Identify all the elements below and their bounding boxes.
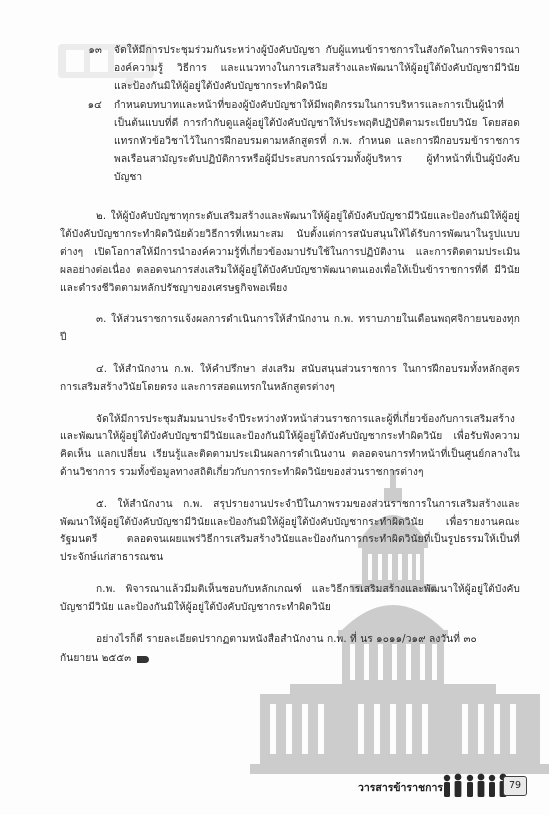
item-text: จัดให้มีการประชุมร่วมกันระหว่างผู้บังคับบัญชา กับผู้แทนข้าราชการในสังกัดในการพิจารณาองค์ความรู้ วิธีการ และแนวทางในการเสริมสร้างและพัฒนาให้ผู้อยู่ใต้บังคับบัญชามีวินัย และป้องกันมิให้ผู้อยู่ใต้บังคับบัญชากระทำผิดวินัย xyxy=(114,45,520,92)
reference-date: กันยายน ๒๕๕๓ xyxy=(60,653,132,665)
reference-date-line xyxy=(60,650,520,668)
people-silhouettes-icon xyxy=(441,773,511,799)
item-text: กำหนดบทบาทและหน้าที่ของผู้บังคับบัญชาให้มีพฤติกรรมในการบริหารและการเป็นผู้นำที่เป็นต้นแบบที่ดี การกำกับดูแลผู้อยู่ใต้บังคับบัญชาให้ประพฤติปฏิบัติตามระเบียบวินัย โดยสอดแทรกหัวข้อวิชาไว้ในการฝึกอบรมตามหลักสูตรที่ ก.พ. กำหนด และการฝึกอบรมข้าราชการพลเรือนสามัญระดับปฏิบัติการหรือผู้มีประสบการณ์รวมทั้งผู้บริหาร ผู้ทำหน้าที่เป็นผู้บังคับบัญชา xyxy=(114,100,520,183)
paragraph-2: ๒. ให้ผู้บังคับบัญชาทุกระดับเสริมสร้างและพัฒนาให้ผู้อยู่ใต้บังคับบัญชามีวินัยและป้องกันมิให้ผู้อยู่ใต้บังคับบัญชากระทำผิดวินัยด้วยวิธีการที่เหมาะสม นับตั้งแต่การสนับสนุนให้ได้รับการพัฒนาในรูปแบบต่างๆ เปิดโอกาสให้มีการนำองค์ความรู้ที่เกี่ยวข้องมาปรับใช้ในการปฏิบัติงาน และการติดตามประเมินผลอย่างต่อเนื่อง ตลอดจนการส่งเสริมให้ผู้อยู่ใต้บังคับบัญชาพัฒนาตนเองเพื่อให้เป็นข้าราชการที่ดี มีวินัย และดำรงชีวิตตามหลักปรัชญาของเศรษฐกิจพอเพียง xyxy=(60,211,520,294)
item-number: ๑๓ xyxy=(88,45,102,56)
page-number: 79 xyxy=(503,776,527,796)
paragraph-resolution: ก.พ. พิจารณาแล้วมีมติเห็นชอบกับหลักเกณฑ์ และวิธีการเสริมสร้างและพัฒนาให้ผู้อยู่ใต้บังคับบัญชามีวินัย และป้องกันมิให้ผู้อยู่ใต้บังคับบัญชากระทำผิดวินัย xyxy=(60,583,520,613)
paragraph-seminar: จัดให้มีการประชุมสัมมนาประจำปีระหว่างหัวหน้าส่วนราชการและผู้ที่เกี่ยวข้องกับการเสริมสร้างและพัฒนาให้ผู้อยู่ใต้บังคับบัญชามีวินัยและป้องกันมิให้ผู้อยู่ใต้บังคับบัญชากระทำผิดวินัย เพื่อรับฟังความคิดเห็น แลกเปลี่ยน เรียนรู้และติดตามประเมินผลการดำเนินงาน ตลอดจนการทำหน้าที่เป็นศูนย์กลางในด้านวิชาการ รวมทั้งข้อมูลทางสถิติเกี่ยวกับการกระทำผิดวินัยของส่วนราชการต่างๆ xyxy=(60,413,520,478)
journal-name: วารสารข้าราชการ xyxy=(357,782,443,794)
list-item-14 xyxy=(60,97,520,186)
paragraph-reference: อย่างไรก็ดี รายละเอียดปรากฏตามหนังสือสำนักงาน ก.พ. ที่ นร ๑๐๑๑/ว๑๙ ลงวันที่ ๓๐ xyxy=(96,633,477,645)
list-item-13 xyxy=(60,42,520,95)
page-footer xyxy=(0,773,549,799)
paragraph-5: ๕. ให้สำนักงาน ก.พ. สรุปรายงานประจำปีในภาพรวมของส่วนราชการในการเสริมสร้างและพัฒนาให้ผู้อยู่ใต้บังคับบัญชามีวินัยและป้องกันมิให้ผู้อยู่ใต้บังคับบัญชากระทำผิดวินัย เพื่อรายงานคณะรัฐมนตรี ตลอดจนเผยแพร่วิธีการเสริมสร้างวินัยและป้องกันการกระทำผิดวินัยที่เป็นรูปธรรมให้เป็นที่ประจักษ์แก่สาธารณชน xyxy=(60,498,520,564)
item-number: ๑๔ xyxy=(87,100,102,112)
end-of-article-icon xyxy=(137,656,149,663)
paragraph-4: ๔. ให้สำนักงาน ก.พ. ให้คำปรึกษา ส่งเสริม สนับสนุนส่วนราชการ ในการฝึกอบรมทั้งหลักสูตรการเสริมสร้างวินัยโดยตรง และการสอดแทรกในหลักสูตรต่างๆ xyxy=(60,363,520,393)
paragraph-3: ๓. ให้ส่วนราชการแจ้งผลการดำเนินการให้สำนักงาน ก.พ. ทราบภายในเดือนพฤศจิกายนของทุกปี xyxy=(60,314,520,344)
main-text xyxy=(60,42,520,668)
